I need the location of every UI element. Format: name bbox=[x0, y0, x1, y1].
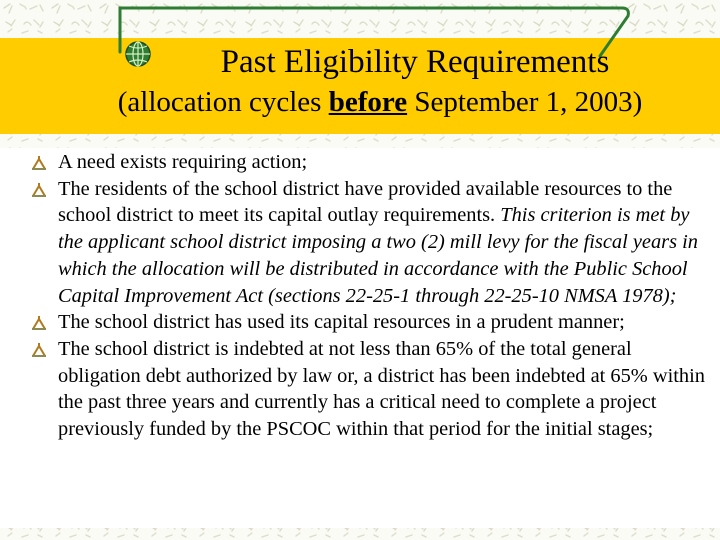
bullet-text: The residents of the school district have provided available resources to the school district to meet its capital outlay requirements. bbox=[58, 177, 673, 227]
bullet-list bbox=[30, 149, 710, 443]
bullet-italic-text: This criterion is met by the applicant school district imposing a two (2) mill levy for the fiscal years in which the allocation will be distributed in accordance with the Public School Capital Improvement Act (sections 22-25-1 through 22-25-10 NMSA 1978); bbox=[58, 204, 698, 307]
list-item bbox=[30, 336, 710, 443]
slide-title: Past Eligibility Requirements bbox=[220, 44, 610, 80]
bullet-text: The school district has used its capital resources in a prudent manner; bbox=[58, 311, 625, 334]
subtitle-suffix: September 1, 2003) bbox=[407, 86, 643, 118]
bullet-text: The school district is indebted at not less than 65% of the total general obligation debt authorized by law or, a district has been indebted at 65% within the past three years and currently has a critical need to complete a project previously funded by the PSCOC within that period for the initial stages; bbox=[58, 337, 705, 441]
bullet-icon bbox=[30, 182, 48, 198]
slide-subtitle bbox=[0, 86, 720, 119]
list-item bbox=[30, 149, 710, 176]
list-item bbox=[30, 176, 710, 310]
bullet-icon bbox=[30, 342, 48, 358]
bullet-icon bbox=[30, 155, 48, 171]
subtitle-prefix: (allocation cycles bbox=[117, 86, 329, 118]
list-item bbox=[30, 309, 710, 336]
subtitle-emphasis: before bbox=[328, 86, 408, 118]
bullet-icon bbox=[30, 315, 48, 331]
bullet-text: A need exists requiring action; bbox=[58, 151, 308, 173]
